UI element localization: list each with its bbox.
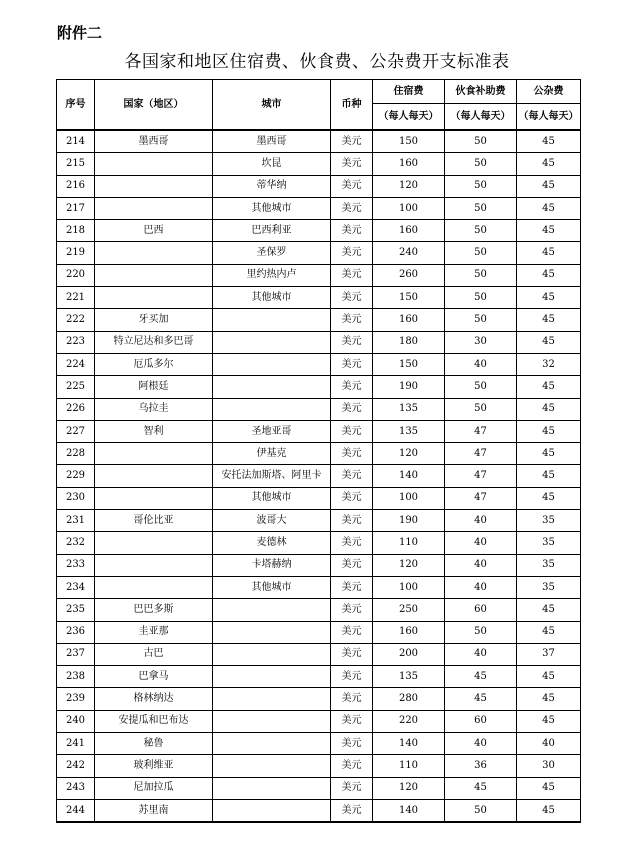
- cell-no: 217: [57, 197, 95, 219]
- table-row: [57, 643, 581, 665]
- cell-city: [213, 599, 331, 621]
- cell-meal: 50: [445, 220, 517, 242]
- cell-city: 其他城市: [213, 197, 331, 219]
- cell-city: 卡塔赫纳: [213, 554, 331, 576]
- header-lodging: 住宿费: [373, 80, 445, 104]
- cell-city: 其他城市: [213, 487, 331, 509]
- cell-misc: 45: [517, 331, 581, 353]
- table-row: [57, 197, 581, 219]
- table-row: [57, 688, 581, 710]
- cell-city: 其他城市: [213, 576, 331, 598]
- cell-currency: 美元: [331, 331, 373, 353]
- cell-city: 圣保罗: [213, 242, 331, 264]
- table-header: [57, 80, 581, 131]
- cell-city: [213, 353, 331, 375]
- cell-no: 220: [57, 264, 95, 286]
- cell-lodging: 120: [373, 777, 445, 799]
- cell-currency: 美元: [331, 309, 373, 331]
- cell-currency: 美元: [331, 443, 373, 465]
- cell-lodging: 150: [373, 353, 445, 375]
- cell-currency: 美元: [331, 710, 373, 732]
- table-row: [57, 576, 581, 598]
- cell-meal: 50: [445, 130, 517, 153]
- cell-lodging: 120: [373, 443, 445, 465]
- cell-misc: 35: [517, 510, 581, 532]
- cell-currency: 美元: [331, 153, 373, 175]
- cell-lodging: 140: [373, 799, 445, 822]
- cell-city: [213, 710, 331, 732]
- cell-meal: 40: [445, 510, 517, 532]
- cell-no: 237: [57, 643, 95, 665]
- cell-city: [213, 398, 331, 420]
- cell-meal: 40: [445, 532, 517, 554]
- cell-country: [95, 153, 213, 175]
- cell-city: 安托法加斯塔、阿里卡: [213, 465, 331, 487]
- cell-currency: 美元: [331, 621, 373, 643]
- cell-lodging: 120: [373, 175, 445, 197]
- cell-lodging: 100: [373, 487, 445, 509]
- cell-country: [95, 175, 213, 197]
- cell-no: 239: [57, 688, 95, 710]
- cell-no: 233: [57, 554, 95, 576]
- cell-city: 里约热内卢: [213, 264, 331, 286]
- cell-misc: 30: [517, 755, 581, 777]
- cell-lodging: 140: [373, 733, 445, 755]
- cell-misc: 45: [517, 175, 581, 197]
- cell-city: 圣地亚哥: [213, 420, 331, 442]
- table-row: [57, 309, 581, 331]
- table-row: [57, 465, 581, 487]
- cell-country: 安提瓜和巴布达: [95, 710, 213, 732]
- cell-misc: 45: [517, 799, 581, 822]
- cell-misc: 45: [517, 621, 581, 643]
- table-row: [57, 353, 581, 375]
- table-row: [57, 153, 581, 175]
- cell-misc: 45: [517, 197, 581, 219]
- cell-country: 格林纳达: [95, 688, 213, 710]
- cell-lodging: 160: [373, 153, 445, 175]
- cell-country: [95, 197, 213, 219]
- cell-misc: 45: [517, 599, 581, 621]
- cell-no: 225: [57, 376, 95, 398]
- table-row: [57, 733, 581, 755]
- cell-city: 伊基克: [213, 443, 331, 465]
- cell-misc: 45: [517, 220, 581, 242]
- cell-misc: 45: [517, 420, 581, 442]
- cell-no: 242: [57, 755, 95, 777]
- table-row: [57, 532, 581, 554]
- cell-currency: 美元: [331, 465, 373, 487]
- cell-misc: 45: [517, 487, 581, 509]
- cell-lodging: 160: [373, 621, 445, 643]
- cell-meal: 47: [445, 443, 517, 465]
- cell-meal: 50: [445, 175, 517, 197]
- cell-no: 228: [57, 443, 95, 465]
- cell-no: 227: [57, 420, 95, 442]
- cell-no: 236: [57, 621, 95, 643]
- cell-meal: 60: [445, 599, 517, 621]
- table-row: [57, 376, 581, 398]
- cell-currency: 美元: [331, 287, 373, 309]
- cell-lodging: 110: [373, 755, 445, 777]
- cell-country: [95, 487, 213, 509]
- cell-lodging: 100: [373, 576, 445, 598]
- cell-city: [213, 688, 331, 710]
- cell-city: 其他城市: [213, 287, 331, 309]
- cell-no: 243: [57, 777, 95, 799]
- header-misc: 公杂费: [517, 80, 581, 104]
- cell-misc: 35: [517, 576, 581, 598]
- cell-misc: 35: [517, 532, 581, 554]
- cell-no: 214: [57, 130, 95, 153]
- cell-no: 244: [57, 799, 95, 822]
- cell-meal: 47: [445, 487, 517, 509]
- cell-currency: 美元: [331, 510, 373, 532]
- cell-misc: 45: [517, 443, 581, 465]
- cell-country: [95, 532, 213, 554]
- cell-misc: 40: [517, 733, 581, 755]
- document-title: 各国家和地区住宿费、伙食费、公杂费开支标准表: [124, 52, 510, 72]
- cell-city: 坎昆: [213, 153, 331, 175]
- cell-lodging: 220: [373, 710, 445, 732]
- cell-no: 234: [57, 576, 95, 598]
- cell-city: [213, 777, 331, 799]
- cell-city: [213, 376, 331, 398]
- cell-meal: 50: [445, 153, 517, 175]
- table-row: [57, 621, 581, 643]
- cell-lodging: 150: [373, 130, 445, 153]
- table-row: [57, 443, 581, 465]
- cell-misc: 37: [517, 643, 581, 665]
- header-misc-unit: （每人每天）: [517, 104, 581, 131]
- cell-city: [213, 621, 331, 643]
- table-row: [57, 130, 581, 153]
- cell-lodging: 160: [373, 220, 445, 242]
- table-row: [57, 554, 581, 576]
- cell-lodging: 190: [373, 510, 445, 532]
- cell-city: [213, 799, 331, 822]
- cell-meal: 50: [445, 309, 517, 331]
- cell-meal: 40: [445, 576, 517, 598]
- cell-misc: 45: [517, 666, 581, 688]
- cell-misc: 45: [517, 376, 581, 398]
- cell-no: 224: [57, 353, 95, 375]
- cell-no: 219: [57, 242, 95, 264]
- cell-currency: 美元: [331, 755, 373, 777]
- cell-country: 巴西: [95, 220, 213, 242]
- cell-city: 波哥大: [213, 510, 331, 532]
- table-row: [57, 599, 581, 621]
- table-row: [57, 264, 581, 286]
- cell-meal: 40: [445, 554, 517, 576]
- cell-currency: 美元: [331, 420, 373, 442]
- cell-meal: 30: [445, 331, 517, 353]
- cell-currency: 美元: [331, 487, 373, 509]
- cell-lodging: 180: [373, 331, 445, 353]
- table-row: [57, 710, 581, 732]
- cell-currency: 美元: [331, 554, 373, 576]
- cell-country: 玻利维亚: [95, 755, 213, 777]
- cell-meal: 45: [445, 666, 517, 688]
- cell-city: 麦德林: [213, 532, 331, 554]
- table-row: [57, 510, 581, 532]
- cell-city: 巴西利亚: [213, 220, 331, 242]
- table-row: [57, 420, 581, 442]
- cell-currency: 美元: [331, 799, 373, 822]
- cell-lodging: 135: [373, 398, 445, 420]
- cell-country: 古巴: [95, 643, 213, 665]
- cell-currency: 美元: [331, 733, 373, 755]
- cell-currency: 美元: [331, 353, 373, 375]
- cell-no: 222: [57, 309, 95, 331]
- cell-no: 238: [57, 666, 95, 688]
- cell-misc: 45: [517, 710, 581, 732]
- cell-misc: 45: [517, 777, 581, 799]
- cell-country: [95, 264, 213, 286]
- cell-lodging: 110: [373, 532, 445, 554]
- table-body: [57, 130, 581, 822]
- cell-currency: 美元: [331, 643, 373, 665]
- cell-country: 哥伦比亚: [95, 510, 213, 532]
- cell-no: 215: [57, 153, 95, 175]
- cell-country: 特立尼达和多巴哥: [95, 331, 213, 353]
- header-lodging-unit: （每人每天）: [373, 104, 445, 131]
- cell-city: 蒂华纳: [213, 175, 331, 197]
- header-meal-unit: （每人每天）: [445, 104, 517, 131]
- cell-city: [213, 666, 331, 688]
- cell-city: [213, 755, 331, 777]
- cell-currency: 美元: [331, 376, 373, 398]
- cell-currency: 美元: [331, 175, 373, 197]
- cell-misc: 45: [517, 398, 581, 420]
- table-row: [57, 242, 581, 264]
- cell-currency: 美元: [331, 599, 373, 621]
- cell-lodging: 240: [373, 242, 445, 264]
- cell-country: 巴巴多斯: [95, 599, 213, 621]
- cell-no: 223: [57, 331, 95, 353]
- cell-currency: 美元: [331, 777, 373, 799]
- cell-meal: 36: [445, 755, 517, 777]
- cell-meal: 45: [445, 688, 517, 710]
- cell-misc: 45: [517, 688, 581, 710]
- cell-currency: 美元: [331, 666, 373, 688]
- cell-currency: 美元: [331, 688, 373, 710]
- header-country: 国家（地区）: [95, 80, 213, 131]
- cell-meal: 50: [445, 398, 517, 420]
- cell-currency: 美元: [331, 398, 373, 420]
- table-row: [57, 799, 581, 822]
- cell-country: [95, 465, 213, 487]
- cell-misc: 35: [517, 554, 581, 576]
- cell-country: 乌拉圭: [95, 398, 213, 420]
- cell-lodging: 135: [373, 666, 445, 688]
- cell-meal: 47: [445, 465, 517, 487]
- cell-no: 221: [57, 287, 95, 309]
- cell-lodging: 140: [373, 465, 445, 487]
- cell-meal: 50: [445, 376, 517, 398]
- cell-meal: 50: [445, 621, 517, 643]
- cell-lodging: 200: [373, 643, 445, 665]
- table-row: [57, 331, 581, 353]
- cell-country: [95, 443, 213, 465]
- cell-misc: 45: [517, 130, 581, 153]
- cell-meal: 60: [445, 710, 517, 732]
- cell-country: 厄瓜多尔: [95, 353, 213, 375]
- cell-meal: 40: [445, 353, 517, 375]
- cell-meal: 50: [445, 264, 517, 286]
- cell-lodging: 280: [373, 688, 445, 710]
- cell-city: [213, 643, 331, 665]
- header-no: 序号: [57, 80, 95, 131]
- cell-meal: 40: [445, 643, 517, 665]
- cell-no: 216: [57, 175, 95, 197]
- attachment-label: 附件二: [57, 24, 103, 42]
- cell-country: 阿根廷: [95, 376, 213, 398]
- cell-meal: 45: [445, 777, 517, 799]
- cell-city: [213, 331, 331, 353]
- cell-meal: 50: [445, 242, 517, 264]
- table-row: [57, 487, 581, 509]
- cell-country: [95, 287, 213, 309]
- cell-city: [213, 733, 331, 755]
- cell-no: 218: [57, 220, 95, 242]
- cell-lodging: 150: [373, 287, 445, 309]
- cell-lodging: 160: [373, 309, 445, 331]
- header-meal: 伙食补助费: [445, 80, 517, 104]
- cell-no: 231: [57, 510, 95, 532]
- cell-no: 235: [57, 599, 95, 621]
- cell-misc: 45: [517, 287, 581, 309]
- cell-currency: 美元: [331, 532, 373, 554]
- cell-city: 墨西哥: [213, 130, 331, 153]
- cell-country: 牙买加: [95, 309, 213, 331]
- cell-country: [95, 242, 213, 264]
- cell-country: 巴拿马: [95, 666, 213, 688]
- cell-currency: 美元: [331, 264, 373, 286]
- cell-misc: 45: [517, 264, 581, 286]
- table-row: [57, 220, 581, 242]
- table-row: [57, 755, 581, 777]
- cell-meal: 50: [445, 287, 517, 309]
- table-row: [57, 666, 581, 688]
- cell-lodging: 250: [373, 599, 445, 621]
- cell-country: [95, 576, 213, 598]
- table-row: [57, 175, 581, 197]
- cell-country: [95, 554, 213, 576]
- cell-country: 苏里南: [95, 799, 213, 822]
- cell-no: 230: [57, 487, 95, 509]
- cell-no: 232: [57, 532, 95, 554]
- cell-no: 226: [57, 398, 95, 420]
- header-currency: 币种: [331, 80, 373, 131]
- cell-country: 圭亚那: [95, 621, 213, 643]
- cell-lodging: 100: [373, 197, 445, 219]
- cell-country: 秘鲁: [95, 733, 213, 755]
- cell-country: 尼加拉瓜: [95, 777, 213, 799]
- cell-currency: 美元: [331, 220, 373, 242]
- cell-lodging: 135: [373, 420, 445, 442]
- cell-country: 墨西哥: [95, 130, 213, 153]
- cell-lodging: 190: [373, 376, 445, 398]
- cell-misc: 45: [517, 309, 581, 331]
- cell-lodging: 260: [373, 264, 445, 286]
- table-row: [57, 287, 581, 309]
- standards-table: [56, 79, 581, 823]
- cell-lodging: 120: [373, 554, 445, 576]
- cell-misc: 45: [517, 242, 581, 264]
- cell-meal: 40: [445, 733, 517, 755]
- cell-no: 241: [57, 733, 95, 755]
- cell-misc: 45: [517, 153, 581, 175]
- cell-meal: 50: [445, 197, 517, 219]
- cell-currency: 美元: [331, 576, 373, 598]
- cell-misc: 32: [517, 353, 581, 375]
- cell-no: 229: [57, 465, 95, 487]
- cell-no: 240: [57, 710, 95, 732]
- cell-misc: 45: [517, 465, 581, 487]
- header-city: 城市: [213, 80, 331, 131]
- table-row: [57, 777, 581, 799]
- cell-country: 智利: [95, 420, 213, 442]
- table-row: [57, 398, 581, 420]
- cell-currency: 美元: [331, 197, 373, 219]
- cell-city: [213, 309, 331, 331]
- cell-currency: 美元: [331, 130, 373, 153]
- cell-meal: 47: [445, 420, 517, 442]
- cell-currency: 美元: [331, 242, 373, 264]
- cell-meal: 50: [445, 799, 517, 822]
